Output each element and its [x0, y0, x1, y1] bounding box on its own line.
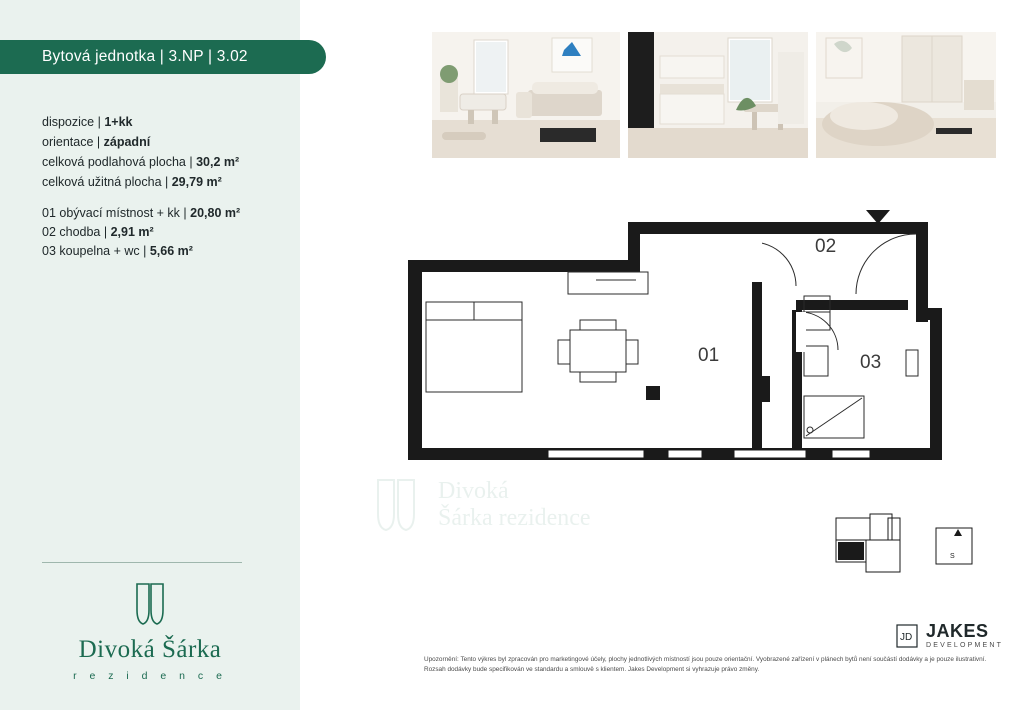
- room-separator: |: [183, 206, 187, 220]
- room-separator: |: [103, 225, 108, 239]
- watermark-line-1: Divoká: [438, 478, 509, 504]
- room-separator: |: [143, 244, 147, 258]
- spec-row: [42, 132, 292, 152]
- photo-strip: [432, 32, 996, 158]
- room-label: 02 chodba: [42, 225, 101, 239]
- room-area: 5,66 m²: [149, 244, 193, 258]
- room-row: [42, 242, 292, 261]
- specs-list: [42, 112, 292, 192]
- spec-label: celková podlahová plocha |: [42, 155, 193, 169]
- room-row: [42, 223, 292, 242]
- divider: [42, 562, 242, 563]
- rooms-list: [42, 204, 292, 261]
- floorplan-drawing: [400, 200, 1000, 490]
- brand-subtitle: r e z i d e n c e: [73, 670, 227, 682]
- watermark: [368, 470, 668, 540]
- room-area: 20,80 m²: [190, 206, 241, 220]
- page-title: Bytová jednotka | 3.NP | 3.02: [42, 48, 248, 65]
- unit-title-bar: [0, 40, 326, 74]
- interior-photo-kitchenette: [628, 32, 808, 158]
- key-plan-orientation-label: S: [950, 553, 955, 560]
- svg-text:JD: JD: [900, 631, 913, 643]
- interior-photo-living-room: [432, 32, 620, 158]
- plan-label-room-03: 03: [860, 352, 882, 373]
- spec-label: celková užitná plocha |: [42, 175, 169, 189]
- spec-row: [42, 172, 292, 192]
- spec-row: [42, 112, 292, 132]
- spec-label: orientace |: [42, 135, 101, 149]
- room-area: 2,91 m²: [110, 225, 154, 239]
- spec-value: 1+kk: [104, 115, 133, 129]
- building-key-plan: [832, 512, 992, 582]
- spec-row: [42, 152, 292, 172]
- brand-name: Divoká Šárka: [78, 636, 222, 663]
- interior-photo-bedroom: [816, 32, 996, 158]
- brand-logo-block: [0, 580, 300, 682]
- room-label: 01 obývací místnost + kk: [42, 206, 180, 220]
- plan-label-room-02: 02: [815, 236, 837, 257]
- developer-monogram-icon: [896, 624, 918, 648]
- spec-value: 29,79 m²: [171, 175, 222, 189]
- spec-value: 30,2 m²: [196, 155, 240, 169]
- watermark-logo-icon: [368, 474, 424, 536]
- room-label: 03 koupelna + wc: [42, 244, 140, 258]
- spec-label: dispozice |: [42, 115, 101, 129]
- spec-value: západní: [103, 135, 151, 149]
- developer-name: JAKES: [926, 621, 989, 641]
- residence-logo-icon: [129, 580, 171, 628]
- disclaimer-text: Upozornění: Tento výkres byl zpracován pro marketingové účely, plochy jednotlivých místností jsou pouze orientační. Vyobrazené zařízení v plánech bytů není součástí dodávky a je pouze ilustrativní. Rozsah dodávky bude specifikován ve standardu a smlouvě s klientem. Jakes Development si vyhrazuje právo změny.: [424, 656, 987, 673]
- room-row: [42, 204, 292, 223]
- developer-logo: [896, 622, 1003, 649]
- developer-subtitle: DEVELOPMENT: [926, 642, 1004, 649]
- plan-label-room-01: 01: [698, 345, 720, 366]
- watermark-line-2: Šárka rezidence: [438, 505, 591, 531]
